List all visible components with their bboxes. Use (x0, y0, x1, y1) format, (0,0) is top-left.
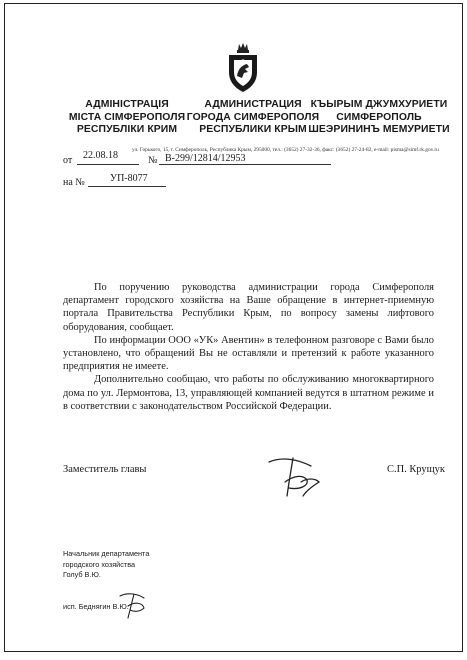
coat-of-arms-emblem (225, 42, 261, 94)
handwritten-signature (263, 452, 329, 502)
header-line: РЕСПУБЛІКИ КРИМ (76, 124, 178, 135)
header-line: РЕСПУБЛИКИ КРЫМ (199, 124, 307, 135)
signatory-title: Заместитель главы (63, 464, 147, 475)
executor-line: исп. Беднягин В.Ю. (63, 602, 129, 611)
number-label: № (148, 155, 158, 166)
address-line: ул. Горького, 15, г. Симферополь, Республика Крым, 295000, тел.: (3652) 27-32-36, факс: (3652) 27-24-82, e-mail: pisma@simf.rk.gov.ru (132, 147, 439, 153)
in-reply-to-number: УП-8077 (110, 173, 148, 184)
letter-page (4, 3, 463, 652)
body-paragraph: По информации ООО «УК» Авентин» в телефонном разговоре с Вами было установлено, что обращений Вы не оставляли и претензий к работе указанного предприятия не имеете. (63, 334, 434, 373)
department-footer (63, 549, 149, 581)
header-line: АДМІНІСТРАЦІЯ (85, 99, 169, 110)
reply-underline (88, 186, 166, 187)
header-line: МІСТА СІМФЕРОПОЛЯ (68, 111, 186, 123)
executor-signature (116, 590, 152, 620)
header-crimean-tatar (305, 99, 453, 137)
body-paragraph: Дополнительно сообщаю, что работы по обслуживанию многоквартирного дома по ул. Лермонтова, 13, управляющей компанией ведутся в штатном режиме и в соответствии с законодательством Российской Федерации. (63, 374, 434, 412)
letter-body (63, 281, 434, 413)
letter-date: 22.08.18 (83, 150, 118, 161)
signatory-name: С.П. Крущук (387, 464, 445, 475)
header-line: ШЕЭРИНИНЪ МЕМУРИЕТИ (308, 124, 450, 135)
in-reply-to-label: на № (63, 177, 85, 188)
body-paragraph: По поручению руководства администрации города Симферополя департамент городского хозяйства на Ваше обращение в интернет-приемную портала Правительства Республики Крым, по вопросу замены лифтового оборудования, сообщает. (63, 282, 434, 333)
footer-line: Голуб В.Ю. (63, 570, 101, 580)
number-underline (159, 164, 331, 165)
footer-line: Начальник департамента (63, 549, 150, 558)
header-line: КЪЫРЫМ ДЖУМХУРИЕТИ (310, 99, 448, 110)
header-line: СИМФЕРОПОЛЬ (336, 111, 422, 123)
header-line: АДМИНИСТРАЦИЯ (204, 99, 302, 110)
date-underline (77, 164, 139, 165)
header-line: ГОРОДА СИМФЕРОПОЛЯ (186, 111, 320, 123)
from-label: от (63, 155, 73, 166)
letter-number: В-299/12814/12953 (165, 153, 246, 164)
footer-line: городского хозяйства (63, 559, 136, 569)
